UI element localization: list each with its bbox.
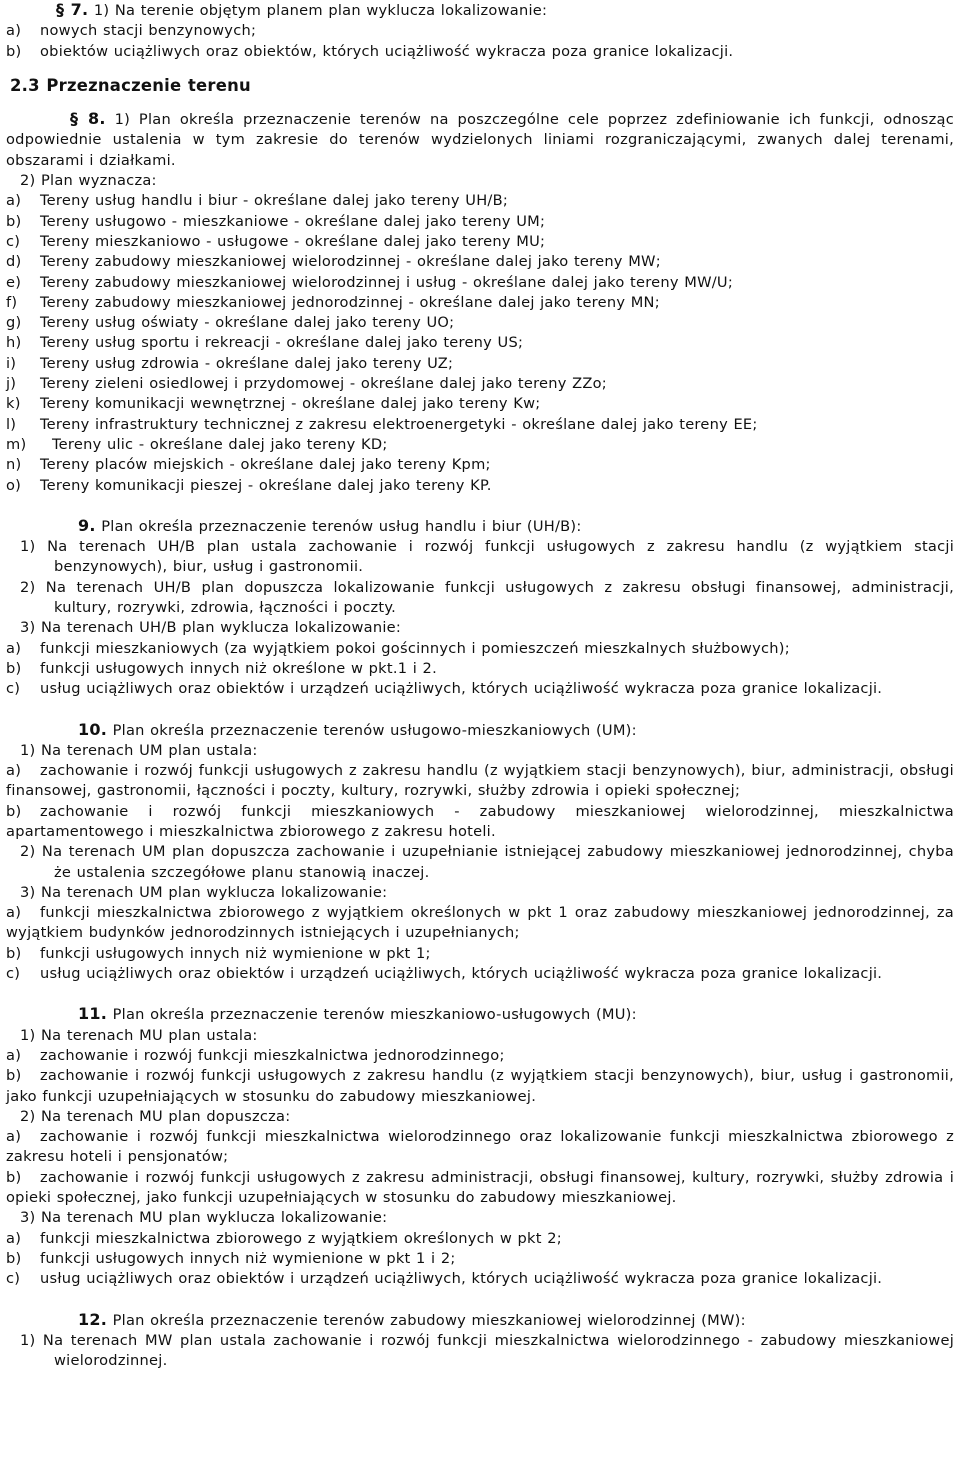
list-item: c) usług uciążliwych oraz obiektów i urządzeń uciążliwych, których uciążliwość wykracza poza granice lokalizacji. [6,680,883,698]
list-item: e) Tereny zabudowy mieszkaniowej wielorodzinnej i usług - określane dalej jako tereny MW/U; [6,273,734,291]
paragraph-label: § 7. [56,0,89,19]
list-item: b) zachowanie i rozwój funkcji usługowych z zakresu handlu (z wyjątkiem stacji benzynowych), biur, usług i gastronomii, jako funkcji uzupełniających w stosunku do zabudowy mieszkaniowej. [6,1067,954,1105]
paragraph-label: 11. [78,1004,108,1024]
list-item: f) Tereny zabudowy mieszkaniowej jednorodzinnej - określane dalej jako tereny MN; [6,293,660,311]
paragraph-10-pt2: 2) Na terenach UM plan dopuszcza zachowanie i uzupełnianie istniejącej zabudowy mieszkaniowej jednorodzinnej, chyba że ustalenia szczegółowe planu stanowią inaczej. [20,843,954,881]
list-item: b) funkcji usługowych innych niż wymienione w pkt 1; [6,944,431,962]
list-item: b) zachowanie i rozwój funkcji usługowych z zakresu administracji, obsługi finansowej, kultury, rozrywki, służby zdrowia i opieki społecznej, jako funkcji uzupełniających w stosunku do zabudowy mieszkaniowej. [6,1168,954,1207]
list-item: m) Tereny ulic - określane dalej jako tereny KD; [6,435,388,453]
paragraph-8-list [6,191,954,495]
paragraph-8-pt2: 2) Plan wyznacza: [20,172,157,190]
paragraph-12-head: 12. Plan określa przeznaczenie terenów zabudowy mieszkaniowej wielorodzinnej (MW): [78,1309,746,1329]
list-item: a) funkcji mieszkaniowych (za wyjątkiem pokoi gościnnych i pomieszczeń mieszkalnych służbowych); [6,639,790,657]
list-item: d) Tereny zabudowy mieszkaniowej wielorodzinnej - określane dalej jako tereny MW; [6,253,661,271]
paragraph-intro: 1) Na terenie objętym planem plan wyklucza lokalizowanie: [93,2,548,19]
list-item: o) Tereny komunikacji pieszej - określane dalej jako tereny KP. [6,476,492,494]
list-item: g) Tereny usług oświaty - określane dalej jako tereny UO; [6,314,455,332]
list-item: k) Tereny komunikacji wewnętrznej - określane dalej jako tereny Kw; [6,395,541,413]
list-item: j) Tereny zieleni osiedlowej i przydomowej - określane dalej jako tereny ZZo; [6,375,607,393]
list-item: i) Tereny usług zdrowia - określane dalej jako tereny UZ; [6,354,454,372]
list-item: b) funkcji usługowych innych niż wymienione w pkt 1 i 2; [6,1249,456,1267]
list-item: a) funkcji mieszkalnictwa zbiorowego z wyjątkiem określonych w pkt 1 oraz zabudowy mieszkaniowej jednorodzinnej, za wyjątkiem budynków jednorodzinnych istniejących i uzupełnianych; [6,904,954,942]
list-item: b) zachowanie i rozwój funkcji mieszkaniowych - zabudowy mieszkaniowej wielorodzinnej, mieszkalnictwa apartamentowego i mieszkalnictwa zbiorowego z zakresu hoteli. [6,802,954,840]
paragraph-9-pt2: 2) Na terenach UH/B plan dopuszcza lokalizowanie funkcji usługowych z zakresu obsługi finansowej, administracji, kultury, rozrywki, zdrowia, łączności i poczty. [20,578,954,617]
paragraph-9-pt3: 3) Na terenach UH/B plan wyklucza lokalizowanie: [20,619,402,637]
paragraph-9-head: 9. Plan określa przeznaczenie terenów usług handlu i biur (UH/B): [78,515,582,535]
list-item: h) Tereny usług sportu i rekreacji - określane dalej jako tereny US; [6,334,524,352]
section-heading: 2.3 Przeznaczenie terenu [10,75,251,95]
list-item: c) usług uciążliwych oraz obiektów i urządzeń uciążliwych, których uciążliwość wykracza poza granice lokalizacji. [6,1270,883,1288]
paragraph-10-pt3: 3) Na terenach UM plan wyklucza lokalizowanie: [20,883,388,901]
list-item: a) zachowanie i rozwój funkcji usługowych z zakresu handlu (z wyjątkiem stacji benzynowych), biur, administracji, obsługi finansowej, gastronomii, łączności i poczty, kultury, rozrywki, służby zdrowia i opieki społecznej; [6,762,954,800]
paragraph-11-pt1: 1) Na terenach MU plan ustala: [20,1026,258,1044]
paragraph-11-pt3: 3) Na terenach MU plan wyklucza lokalizowanie: [20,1209,388,1227]
paragraph-11-head: 11. Plan określa przeznaczenie terenów mieszkaniowo-usługowych (MU): [78,1004,637,1024]
list-item: n) Tereny placów miejskich - określane dalej jako tereny Kpm; [6,456,491,474]
list-item: b) obiektów uciążliwych oraz obiektów, których uciążliwość wykracza poza granice lokalizacji. [6,42,734,60]
list-item: b) Tereny usługowo - mieszkaniowe - określane dalej jako tereny UM; [6,212,546,230]
list-item: c) Tereny mieszkaniowo - usługowe - określane dalej jako tereny MU; [6,232,546,250]
list-item: a) Tereny usług handlu i biur - określane dalej jako tereny UH/B; [6,192,509,210]
paragraph-10-head: 10. Plan określa przeznaczenie terenów usługowo-mieszkaniowych (UM): [78,719,637,739]
paragraph-11-pt2: 2) Na terenach MU plan dopuszcza: [20,1107,291,1125]
paragraph-10-pt1: 1) Na terenach UM plan ustala: [20,741,258,759]
paragraph-label: 12. [78,1309,108,1329]
paragraph-7 [6,0,954,62]
list-item: c) usług uciążliwych oraz obiektów i urządzeń uciążliwych, których uciążliwość wykracza poza granice lokalizacji. [6,965,883,983]
paragraph-label: 9. [78,515,96,535]
paragraph-8-pt1: § 8. 1) Plan określa przeznaczenie terenów na poszczególne cele poprzez zdefiniowanie ich funkcji, odnosząc odpowiednie ustalenia w tym zakresie do terenów wydzielonych liniami rozgraniczającymi, zwanych dalej terenami, obszarami i działkami. [6,109,954,169]
list-item: a) zachowanie i rozwój funkcji mieszkalnictwa jednorodzinnego; [6,1046,505,1064]
list-item: a) nowych stacji benzynowych; [6,22,257,40]
paragraph-9-pt1: 1) Na terenach UH/B plan ustala zachowanie i rozwój funkcji usługowych z zakresu handlu (z wyjątkiem stacji benzynowych), biur, usług i gastronomii. [20,538,954,576]
list-item: a) zachowanie i rozwój funkcji mieszkalnictwa wielorodzinnego oraz lokalizowanie funkcji mieszkalnictwa zbiorowego z zakresu hoteli i pensjonatów; [6,1128,954,1166]
paragraph-label: 10. [78,719,108,739]
paragraph-label: § 8. [70,109,106,129]
paragraph-12-pt1: 1) Na terenach MW plan ustala zachowanie i rozwój funkcji mieszkalnictwa wielorodzinnego - zabudowy mieszkaniowej wielorodzinnej. [20,1331,954,1370]
list-item: a) funkcji mieszkalnictwa zbiorowego z wyjątkiem określonych w pkt 2; [6,1229,562,1247]
list-item: b) funkcji usługowych innych niż określone w pkt.1 i 2. [6,659,437,677]
list-item: l) Tereny infrastruktury technicznej z zakresu elektroenergetyki - określane dalej jako tereny EE; [6,415,758,433]
